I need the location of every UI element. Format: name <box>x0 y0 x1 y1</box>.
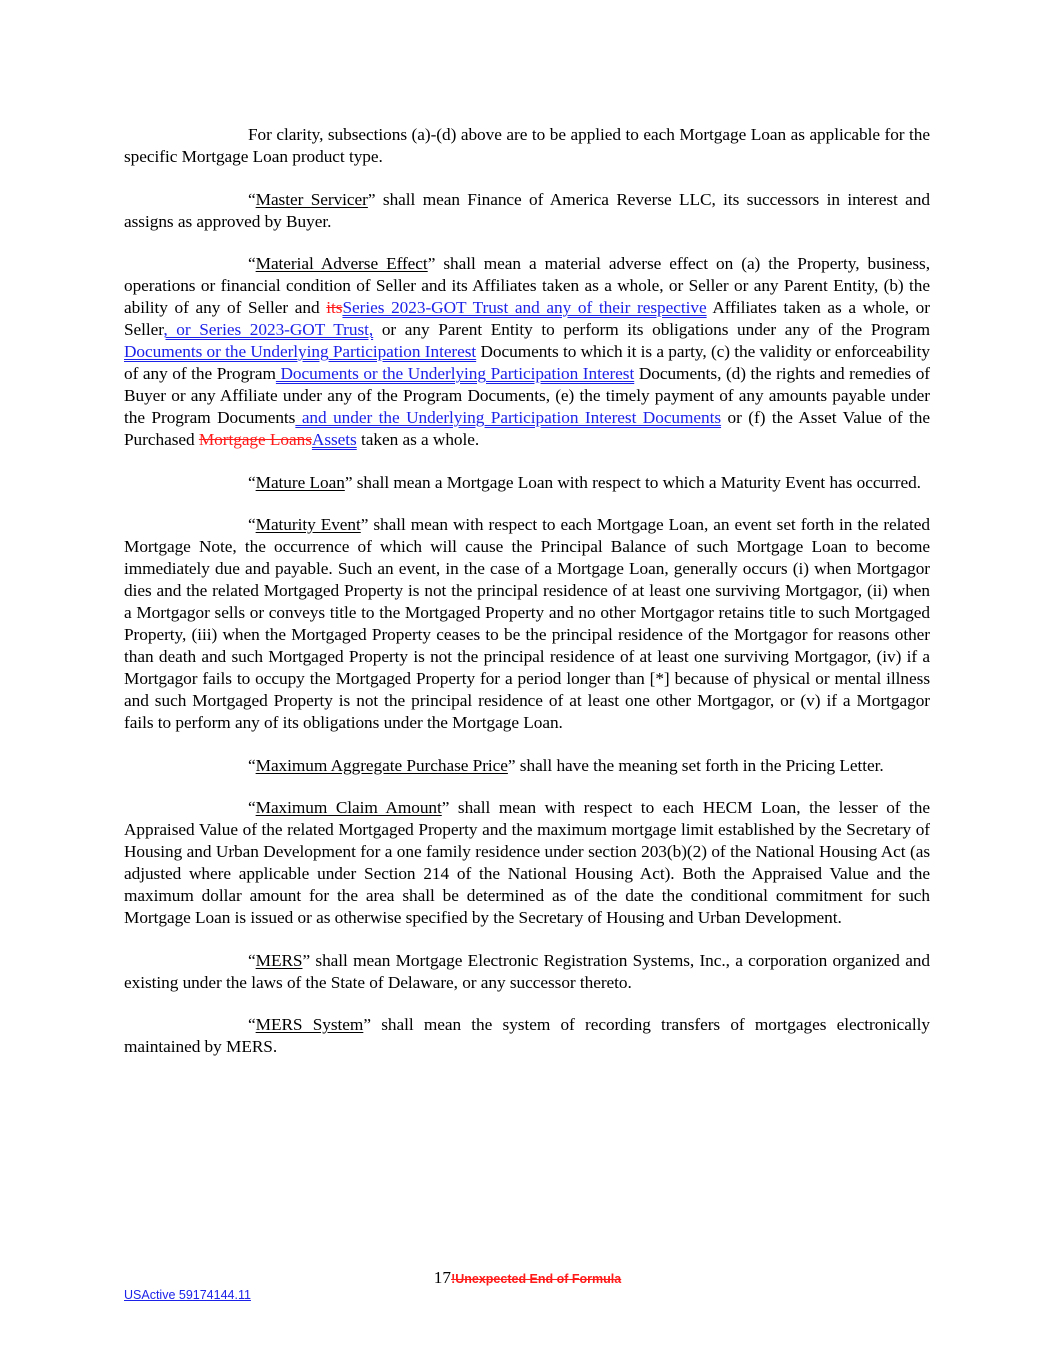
open-quote: “ <box>248 515 256 534</box>
defined-term: MERS <box>255 950 303 970</box>
definition-maturity-event <box>124 514 930 734</box>
deleted-text: Mortgage Loans <box>198 430 312 449</box>
definition-text: Affiliates taken as a whole, or Seller <box>124 298 930 339</box>
open-quote: “ <box>248 189 256 209</box>
defined-term: Mature Loan <box>255 472 345 492</box>
definition-text: Documents, (d) the rights and remedies of Buyer or any Affiliate under any of the Program Documents, (e) the timely payment of any amounts payable under the Program Documents <box>124 364 930 427</box>
open-quote: “ <box>248 472 256 492</box>
open-quote: “ <box>248 755 256 775</box>
page-footer <box>0 1268 1055 1288</box>
definition-text: ” shall mean the system of recording transfers of mortgages electronically maintained by MERS. <box>124 1015 930 1056</box>
paragraph-clarity <box>124 124 930 168</box>
open-quote: “ <box>248 950 256 970</box>
defined-term: Maximum Claim Amount <box>255 798 442 817</box>
page-number: 17 <box>433 1268 452 1287</box>
definition-text: taken as a whole. <box>356 430 480 449</box>
open-quote: “ <box>248 254 256 273</box>
definition-text: Documents to which it is a party, (c) the validity or enforceability of any of the Program <box>124 342 930 383</box>
definition-text: ” shall have the meaning set forth in the Pricing Letter. <box>507 755 884 775</box>
document-page <box>124 124 930 1079</box>
definition-text: ” shall mean Mortgage Electronic Registration Systems, Inc., a corporation organized and existing under the laws of the State of Delaware, or any successor thereto. <box>124 950 930 992</box>
definition-text: or (f) the Asset Value of the Purchased <box>124 408 930 449</box>
definition-mers-system <box>124 1014 930 1058</box>
inserted-text: Documents or the Underlying Participation Interest <box>124 342 477 361</box>
paragraph-text: For clarity, subsections (a)-(d) above are to be applied to each Mortgage Loan as applicable for the specific Mortgage Loan product type. <box>124 125 930 166</box>
defined-term: Master Servicer <box>255 189 368 209</box>
definition-material-adverse-effect <box>124 253 930 451</box>
open-quote: “ <box>248 1015 256 1034</box>
definition-master-servicer <box>124 189 930 233</box>
defined-term: Maturity Event <box>255 515 361 534</box>
defined-term: Maximum Aggregate Purchase Price <box>255 755 508 775</box>
document-id-link[interactable]: USActive 59174144.11 <box>124 1288 251 1302</box>
defined-term: MERS System <box>255 1015 364 1034</box>
definition-text: ” shall mean with respect to each Mortgage Loan, an event set forth in the related Mortgage Note, the occurrence of which will cause the Principal Balance of such Mortgage Loan to become immediately due and payable. Such an event, in the case of a Mortgage Loan, generally occurs (i) when Mortgagor dies and the related Mortgaged Property is not the principal residence of at least one surviving Mortgagor, (ii) when a Mortgagor sells or conveys title to the Mortgaged Property and no other Mortgagor retains title to such Mortgaged Property, (iii) when the Mortgaged Property ceases to be the principal residence of the Mortgagor for reasons other than death and such Mortgaged Property is not the principal residence of at least one surviving Mortgagor, (iv) if a Mortgagor fails to occupy the Mortgaged Property for a period longer than [*] because of physical or mental illness and such Mortgaged Property is not the principal residence of at least one other Mortgagor, or (v) if a Mortgagor fails to perform any of its obligations under the Mortgage Loan. <box>124 515 930 732</box>
inserted-text: Assets <box>311 430 357 449</box>
defined-term: Material Adverse Effect <box>255 254 428 273</box>
definition-text: or any Parent Entity to perform its obligations under any of the Program <box>373 320 930 339</box>
inserted-text: , or Series 2023-GOT Trust, <box>163 320 374 339</box>
open-quote: “ <box>248 798 256 817</box>
definition-text: ” shall mean with respect to each HECM Loan, the lesser of the Appraised Value of the related Mortgaged Property and the maximum mortgage limit established by the Secretary of Housing and Urban Development for a one family residence under section 203(b)(2) of the National Housing Act (as adjusted where applicable under Section 214 of the National Housing Act). Both the Appraised Value and the maximum dollar amount for the area shall be determined as of the date the conditional commitment for such Mortgage Loan is issued or as otherwise specified by the Secretary of Housing and Urban Development. <box>124 798 930 927</box>
definition-text: ” shall mean Finance of America Reverse LLC, its successors in interest and assigns as approved by Buyer. <box>124 189 930 231</box>
inserted-text: and under the Underlying Participation Interest Documents <box>295 408 722 427</box>
definition-text: ” shall mean a Mortgage Loan with respect to which a Maturity Event has occurred. <box>344 472 921 492</box>
definition-maximum-claim-amount <box>124 797 930 929</box>
inserted-text: Documents or the Underlying Participation Interest <box>275 364 635 383</box>
definition-text: ” shall mean a material adverse effect on (a) the Property, business, operations or financial condition of Seller and its Affiliates taken as a whole, or Seller or any Parent Entity, (b) the ability of any of Seller and <box>124 254 930 317</box>
deleted-text: its <box>326 298 343 317</box>
definition-mers <box>124 950 930 994</box>
definition-maximum-aggregate-purchase-price <box>124 755 930 777</box>
inserted-text: Series 2023-GOT Trust and any of their respective <box>342 298 707 317</box>
field-error-text: !Unexpected End of Formula <box>451 1272 622 1286</box>
definition-mature-loan <box>124 472 930 494</box>
